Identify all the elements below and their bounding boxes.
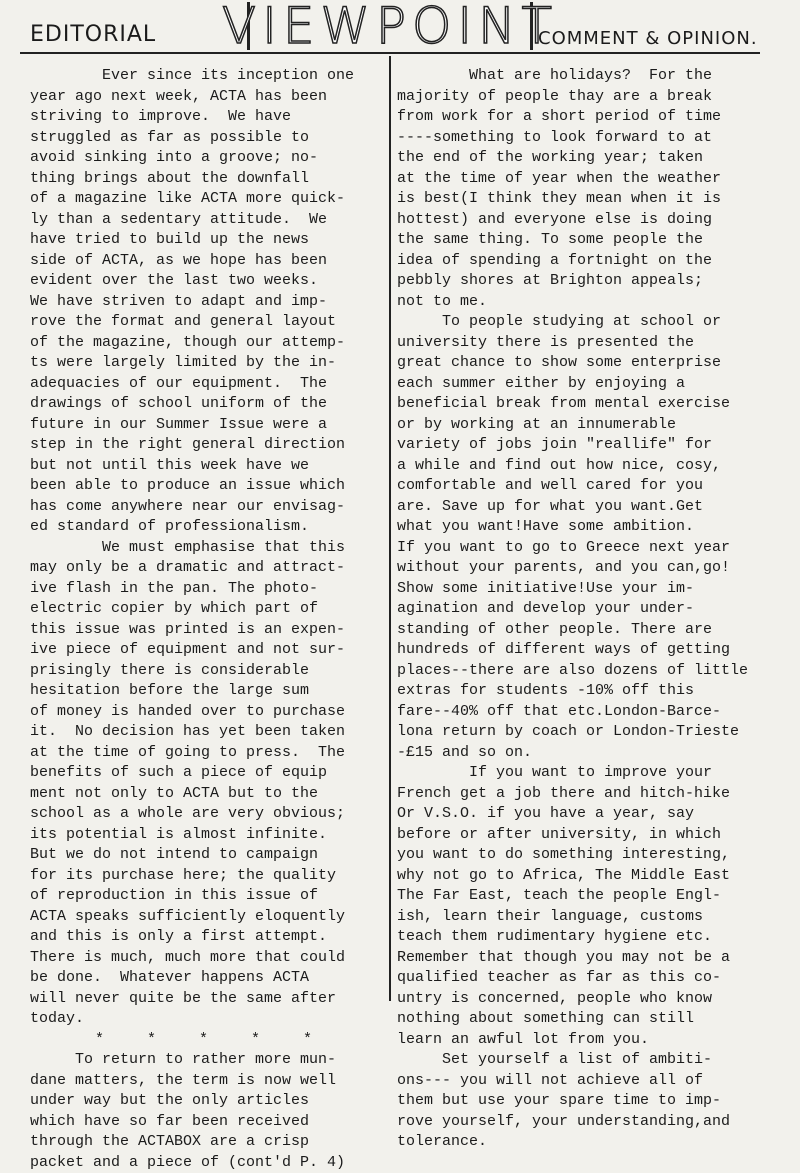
masthead-rule <box>20 52 760 54</box>
right-paragraph-1: What are holidays? For the majority of people thay are a break from work for a short period of time ----something to look forward to at the end of the working year; taken at the time of year when the weather is best(I think they mean when it is hottest) and everyone else is doing the same thing. To some people the idea of spending a fortnight on the pebbly shores at Brighton appeals; not to me. <box>397 67 722 310</box>
right-paragraph-4: Set yourself a list of ambiti- ons--- you will not achieve all of them but use your spare time to imp- rove yourself, your understanding,and tolerance. <box>397 1051 731 1150</box>
left-paragraph-3: To return to rather more mun- dane matters, the term is now well under way but the only articles which have so far been received through the ACTABOX are a crisp packet and a piece of (cont'd P. 4) <box>30 1051 346 1171</box>
section-label-comment: COMMENT & OPINION. <box>538 28 758 49</box>
page-title: VIEWPOINT <box>221 0 559 55</box>
column-divider <box>389 56 391 1001</box>
section-break-stars: * * * * * <box>30 1030 317 1048</box>
masthead <box>0 0 800 60</box>
section-label-editorial: EDITORIAL <box>30 22 157 47</box>
left-paragraph-1: Ever since its inception one year ago next week, ACTA has been striving to improve. We have struggled as far as possible to avoid sinking into a groove; no- thing brings about the downfall of a magazine like ACTA more quick- ly than a sedentary attitude. We have tried to build up the news side of ACTA, as we hope has been evident over the last two weeks. We have striven to adapt and imp- rove the format and general layout of the magazine, though our attemp- ts were largely limited by the in- adequacies of our equipment. The drawings of school uniform of the future in our Summer Issue were a step in the right general direction but not until this week have we been able to produce an issue which has come anywhere near our envisag- ed standard of professionalism. <box>30 67 355 535</box>
left-paragraph-2: We must emphasise that this may only be a dramatic and attract- ive flash in the pan. The photo- electric copier by which part of this issue was printed is an expen- ive piece of equipment and not sur- prisingly there is considerable hesitation before the large sum of money is handed over to purchase it. No decision has yet been taken at the time of going to press. The benefits of such a piece of equip ment not only to ACTA but to the school as a whole are very obvious; its potential is almost infinite. But we do not intend to campaign for its purchase here; the quality of reproduction in this issue of ACTA speaks sufficiently eloquently and this is only a first attempt. There is much, much more that could be done. Whatever happens ACTA will never quite be the same after today. <box>30 538 346 1027</box>
right-paragraph-3: If you want to improve your French get a job there and hitch-hike Or V.S.O. if you have a year, say before or after university, in which you want to do something interesting, why not go to Africa, The Middle East The Far East, teach the people Engl- ish, learn their language, customs teach them rudimentary hygiene etc. Remember that though you may not be a qualified teacher as far as this co- untry is concerned, people who know nothing about something can still learn an awful lot from you. <box>397 764 731 1048</box>
right-paragraph-2: To people studying at school or university there is presented the great chance to show some enterprise each summer either by enjoying a beneficial break from mental exercise or by working at an innumerable variety of jobs join "reallife" for a while and find out how nice, cosy, comfortable and well cared for you are. Save up for what you want.Get what you want!Have some ambition. If you want to go to Greece next year without your parents, and you can,go! Show some initiative!Use your im- agination and develop your under- standing of other people. There are hundreds of different ways of getting places--there are also dozens of little extras for students -10% off this fare--40% off that etc.London-Barce- lona return by coach or London-Trieste -£15 and so on. <box>397 313 749 761</box>
right-column <box>397 66 797 1153</box>
